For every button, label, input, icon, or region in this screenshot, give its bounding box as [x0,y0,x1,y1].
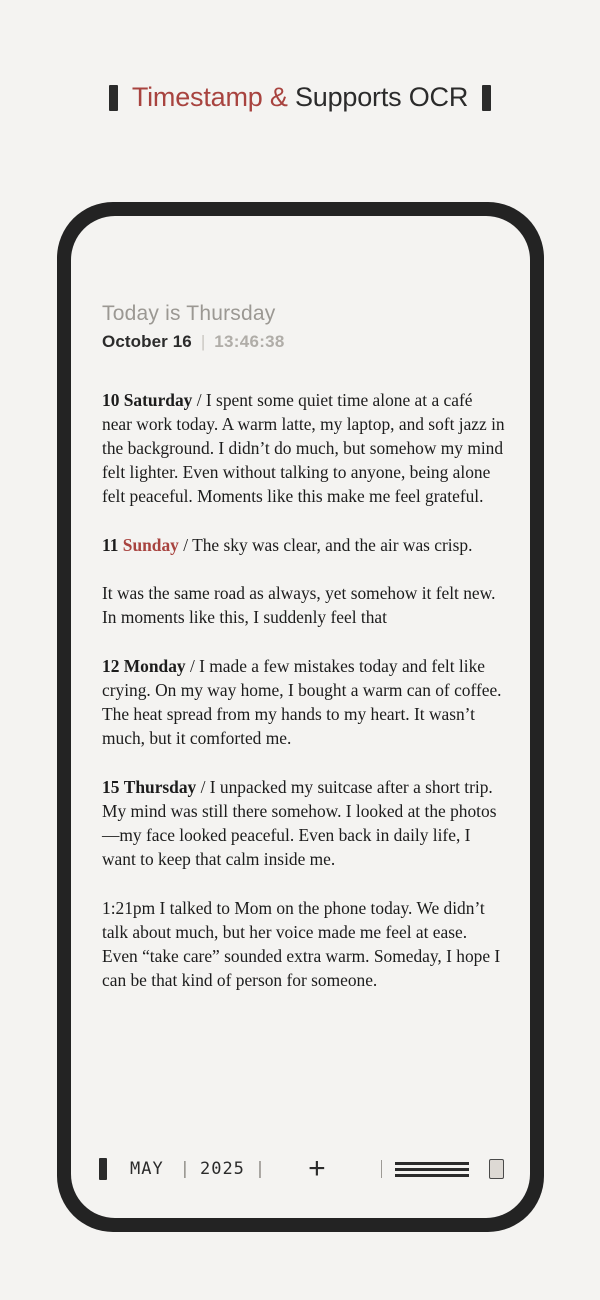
journal-entry[interactable] [102,896,505,992]
date-header [102,302,502,352]
current-date: October 16 [102,332,192,351]
phone-frame [57,202,544,1232]
journal-entry[interactable] [102,775,505,871]
entry-day-number: 15 [102,777,120,797]
entry-day-name: Sunday [122,535,179,555]
month-selector[interactable]: MAY [130,1159,164,1179]
journal-entry[interactable] [102,388,505,508]
date-row [102,332,502,352]
header-right-bar-icon [482,85,491,111]
entry-day-number: 11 [102,535,119,555]
entry-slash: / [185,656,200,676]
entry-day-number: 10 [102,390,120,410]
entry-day-number: 12 [102,656,120,676]
current-time: 13:46:38 [214,332,285,351]
entry-slash: / [178,535,193,555]
phone-screen [71,216,530,1218]
entry-slash: / [192,390,206,410]
today-label: Today is Thursday [102,302,276,325]
entry-day-name: Monday [123,656,186,676]
page-title-accent: Timestamp & [131,82,288,112]
entry-text: I spent some quiet time alone at a café near work today. A warm latte, my laptop, and soft jazz in the background. I didn’t do much, but somehow my mind felt lighter. Even without talking to anyone, being alone felt peaceful. Moments like this make me feel grateful. [102,390,505,506]
add-entry-button[interactable]: + [308,1152,326,1185]
page-rect-icon[interactable] [489,1159,504,1179]
toolbar-divider-2: | [254,1159,266,1179]
entry-day-name: Thursday [123,777,197,797]
journal-entry[interactable] [102,654,505,750]
page-title-rest: Supports OCR [294,82,469,112]
page-title [132,82,468,113]
entry-text: 1:21pm I talked to Mom on the phone today. We didn’t talk about much, but her voice made me feel at ease. Even “take care” sounded extra warm. Someday, I hope I can be that kind of person for someone. [102,898,501,990]
journal-entries [102,388,505,992]
bottom-toolbar [99,1152,504,1186]
toolbar-bar-icon [99,1158,107,1180]
list-lines-icon[interactable] [395,1162,469,1177]
entry-text: The sky was clear, and the air was crisp. [192,535,473,555]
entry-text: I made a few mistakes today and felt like crying. On my way home, I bought a warm can of coffee. The heat spread from my hands to my heart. It wasn’t much, but it comforted me. [102,656,502,748]
date-separator: | [200,332,206,351]
journal-entry[interactable] [102,533,505,629]
entry-slash: / [196,777,210,797]
entry-text: I unpacked my suitcase after a short trip. My mind was still there somehow. I looked at the photos—my face looked peaceful. Even back in daily life, I want to keep that calm inside me. [102,777,497,869]
toolbar-divider-1: | [179,1159,190,1179]
entry-continuation: It was the same road as always, yet somehow it felt new. In moments like this, I suddenly feel that [102,583,496,627]
year-selector[interactable]: 2025 [199,1159,245,1179]
header [0,82,600,113]
entry-day-name: Saturday [123,390,193,410]
header-left-bar-icon [109,85,118,111]
